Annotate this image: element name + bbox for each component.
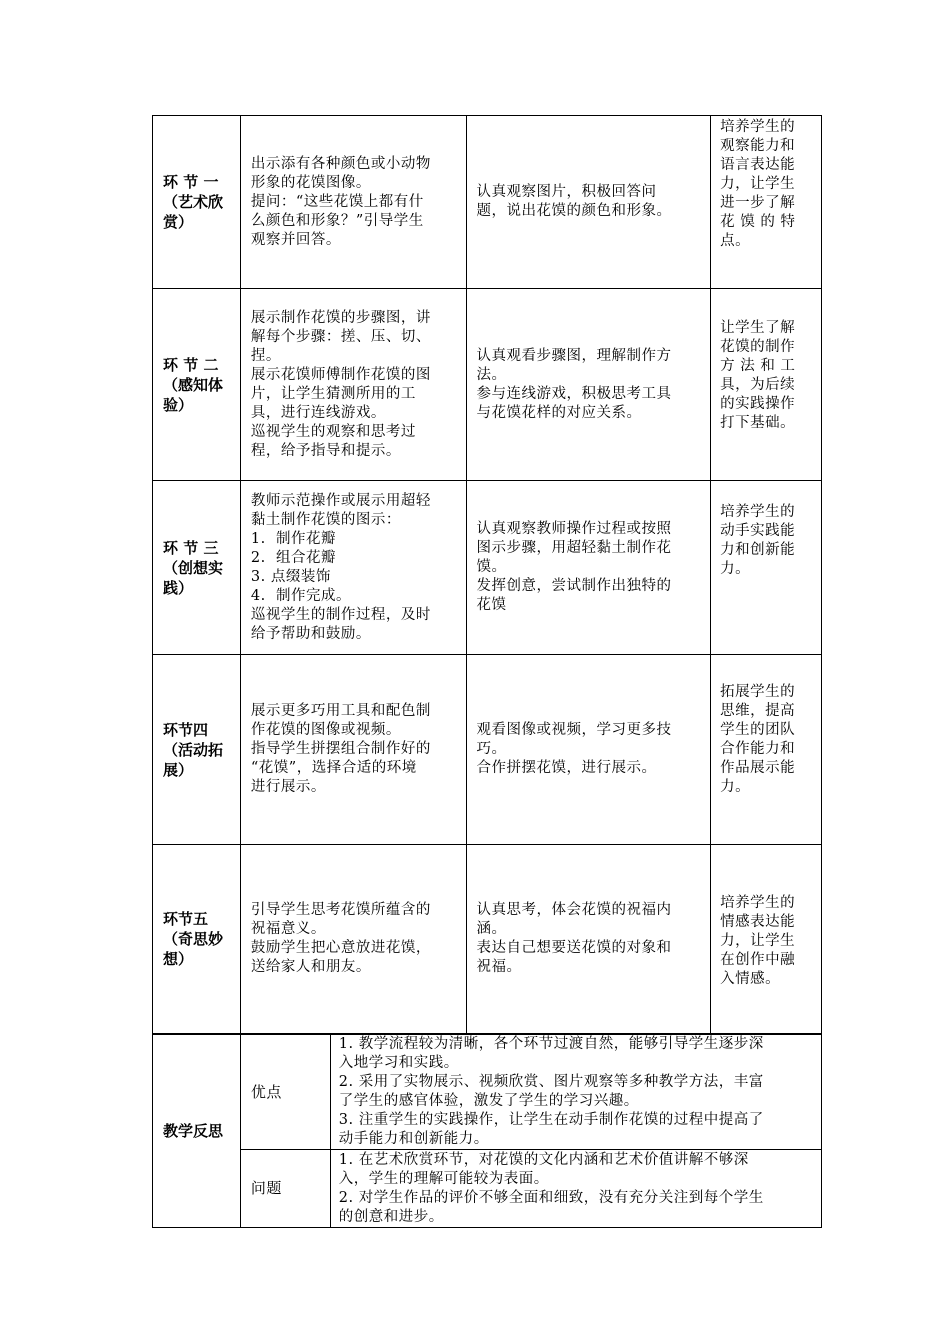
text-line: 题，说出花馍的颜色和形象。 <box>476 203 672 219</box>
text-line: 3. 点缀装饰 <box>250 568 331 585</box>
text-line: 认真观察图片，积极回答问 <box>476 184 657 200</box>
text-line: 学生的团队 <box>720 722 796 738</box>
text-line: 参与连线游戏，积极思考工具 <box>476 385 672 402</box>
text-line: 入情感。 <box>720 970 781 987</box>
text-line: 观看图像或视频，学习更多技 <box>476 722 672 738</box>
text-line: 践） <box>163 578 194 597</box>
text-line: 情感表达能 <box>720 913 796 930</box>
text-line: 认真观看步骤图，理解制作方 <box>476 347 672 364</box>
text-line: （活动拓 <box>163 740 224 759</box>
stage-name <box>153 845 241 1034</box>
text-line: 送给家人和朋友。 <box>250 959 371 975</box>
text-line: 入，学生的理解可能较为表面。 <box>338 1170 549 1187</box>
text-line: 提问：“这些花馍上都有什 <box>250 193 424 210</box>
text-line: 展） <box>163 760 194 779</box>
text-line: 在创作中融 <box>720 951 796 968</box>
text-line: 力和创新能 <box>720 542 796 558</box>
student-activity <box>466 481 711 655</box>
stage-name <box>153 116 241 289</box>
design-purpose <box>711 116 822 289</box>
text-line: 的创意和进步。 <box>338 1208 444 1225</box>
text-line: （创想实 <box>163 558 224 577</box>
stage-row <box>153 116 822 289</box>
text-line: 力，让学生 <box>720 176 796 192</box>
text-line: 想） <box>163 950 194 968</box>
text-line: 观察并回答。 <box>250 231 341 248</box>
text-line: 鼓励学生把心意放进花馍， <box>250 940 431 956</box>
text-line: 图示步骤，用超轻黏土制作花 <box>476 540 672 556</box>
text-line: 培养学生的 <box>720 119 796 135</box>
text-line: 作花馍的图像或视频。 <box>250 722 401 738</box>
stage-row <box>153 289 822 481</box>
text-line: 展示制作花馍的步骤图，讲 <box>250 309 431 326</box>
text-line: 花 馍 的 特 <box>720 214 796 230</box>
text-line: 巧。 <box>476 741 507 757</box>
text-line: “花馍”，选择合适的环境 <box>250 760 417 776</box>
text-line: 3. 注重学生的实践操作，让学生在动手制作花馍的过程中提高了 <box>338 1112 764 1128</box>
text-line: 了学生的感官体验，激发了学生的学习兴趣。 <box>338 1093 639 1109</box>
text-line: 力。 <box>720 561 751 577</box>
text-line: （艺术欣 <box>163 193 224 211</box>
text-line: 动手实践能 <box>720 523 796 539</box>
text-line: 2. 采用了实物展示、视频欣赏、图片观察等多种教学方法，丰富 <box>338 1074 764 1090</box>
text-line: 具，进行连线游戏。 <box>250 404 386 421</box>
text-line: 入地学习和实践。 <box>338 1055 459 1071</box>
text-line: 涵。 <box>476 921 507 937</box>
text-line: 片，让学生猜测所用的工 <box>250 385 416 402</box>
student-activity <box>466 845 711 1034</box>
strengths-label: 优点 <box>240 1035 330 1150</box>
teacher-activity <box>240 481 466 655</box>
text-line: 打下基础。 <box>720 415 796 431</box>
text-line: 法。 <box>476 366 507 383</box>
teacher-activity <box>240 289 466 481</box>
text-line: （感知体 <box>163 375 224 394</box>
text-line: 出示添有各种颜色或小动物 <box>250 155 431 172</box>
text-line: 2. 对学生作品的评价不够全面和细致，没有充分关注到每个学生 <box>338 1189 764 1206</box>
stage-name <box>153 289 241 481</box>
lesson-steps-table <box>152 115 822 1034</box>
text-line: 4. 制作完成。 <box>250 587 351 604</box>
teacher-activity <box>240 116 466 289</box>
text-line: 花馍 <box>476 597 507 613</box>
text-line: 作品展示能 <box>720 760 796 776</box>
text-line: 展示更多巧用工具和配色制 <box>250 703 431 719</box>
text-line: 进一步了解 <box>720 195 796 211</box>
text-line: 引导学生思考花馍所蕴含的 <box>250 902 431 918</box>
text-line: 具，为后续 <box>720 377 796 393</box>
text-line: 点。 <box>720 233 751 249</box>
text-line: 形象的花馍图像。 <box>250 174 371 191</box>
teaching-reflection-table <box>152 1034 822 1228</box>
text-line: 展示花馍师傅制作花馍的图 <box>250 366 431 383</box>
text-line: 进行展示。 <box>250 779 326 795</box>
text-line: 思维，提高 <box>720 703 796 719</box>
reflection-title: 教学反思 <box>153 1035 241 1228</box>
text-line: 环节四 <box>163 720 209 739</box>
text-line: 指导学生拼摆组合制作好的 <box>250 741 431 757</box>
text-line: 方 法 和 工 <box>720 358 796 374</box>
text-line: 观察能力和 <box>720 138 796 154</box>
text-line: 环 节 三 <box>163 538 219 557</box>
text-line: 表达自己想要送花馍的对象和 <box>476 940 672 956</box>
text-line: 给予帮助和鼓励。 <box>250 625 371 642</box>
student-activity <box>466 116 711 289</box>
text-line: 赏） <box>163 213 194 231</box>
student-activity <box>466 655 711 845</box>
text-line: 环 节 一 <box>163 173 219 191</box>
text-line: 发挥创意，尝试制作出独特的 <box>476 578 672 594</box>
text-line: 捏。 <box>250 347 281 364</box>
text-line: 馍。 <box>476 559 507 575</box>
text-line: 让学生了解 <box>720 320 796 336</box>
text-line: 合作能力和 <box>720 741 796 757</box>
problems-label: 问题 <box>240 1150 330 1228</box>
text-line: 祝福意义。 <box>250 921 326 937</box>
text-line: 合作拼摆花馍，进行展示。 <box>476 760 657 776</box>
text-line: 验） <box>163 395 194 414</box>
text-line: 黏土制作花馍的图示： <box>250 511 401 528</box>
text-line: 培养学生的 <box>720 504 796 520</box>
text-line: 的实践操作 <box>720 396 796 412</box>
text-line: 力。 <box>720 779 751 795</box>
text-line: 解每个步骤：搓、压、切、 <box>250 328 431 345</box>
teacher-activity <box>240 655 466 845</box>
text-line: 培养学生的 <box>720 894 796 911</box>
strengths-text <box>330 1035 821 1150</box>
design-purpose <box>711 289 822 481</box>
student-activity <box>466 289 711 481</box>
stage-name <box>153 481 241 655</box>
text-line: 动手能力和创新能力。 <box>338 1131 489 1147</box>
design-purpose <box>711 845 822 1034</box>
text-line: 么颜色和形象？”引导学生 <box>250 212 424 229</box>
text-line: 花馍的制作 <box>720 339 796 355</box>
text-line: （奇思妙 <box>163 930 224 948</box>
teacher-activity <box>240 845 466 1034</box>
text-line: 教师示范操作或展示用超轻 <box>250 492 431 509</box>
stage-row <box>153 845 822 1034</box>
text-line: 环 节 二 <box>163 355 219 374</box>
text-line: 力，让学生 <box>720 932 796 949</box>
text-line: 祝福。 <box>476 959 522 975</box>
text-line: 语言表达能 <box>720 157 796 173</box>
text-line: 认真思考，体会花馍的祝福内 <box>476 902 672 918</box>
text-line: 2. 组合花瓣 <box>250 549 336 566</box>
text-line: 1. 教学流程较为清晰，各个环节过渡自然，能够引导学生逐步深 <box>338 1036 764 1052</box>
stage-row <box>153 481 822 655</box>
text-line: 巡视学生的观察和思考过 <box>250 423 416 440</box>
stage-row <box>153 655 822 845</box>
text-line: 与花馍花样的对应关系。 <box>476 404 642 421</box>
text-line: 环节五 <box>163 910 209 928</box>
text-line: 程，给予指导和提示。 <box>250 442 401 459</box>
stage-name <box>153 655 241 845</box>
design-purpose <box>711 655 822 845</box>
text-line: 1. 在艺术欣赏环节，对花馍的文化内涵和艺术价值讲解不够深 <box>338 1151 749 1168</box>
text-line: 巡视学生的制作过程，及时 <box>250 606 431 623</box>
text-line: 1. 制作花瓣 <box>250 530 336 547</box>
text-line: 认真观察教师操作过程或按照 <box>476 521 672 537</box>
problems-text <box>330 1150 821 1228</box>
text-line: 拓展学生的 <box>720 684 796 700</box>
design-purpose <box>711 481 822 655</box>
